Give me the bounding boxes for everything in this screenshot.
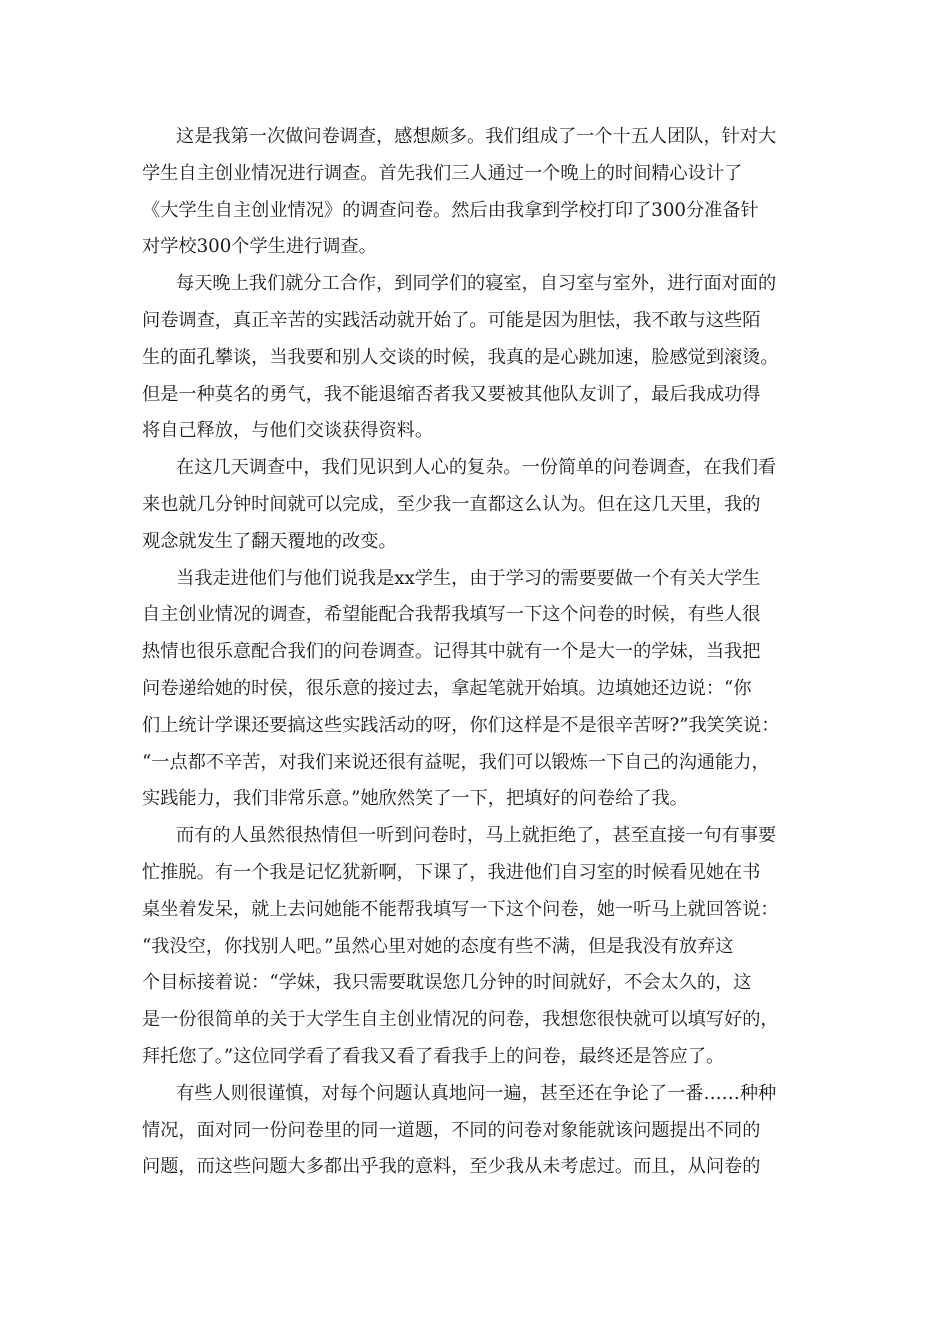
paragraph-6 xyxy=(142,1076,810,1186)
text-line: “一点都不辛苦，对我们来说还很有益呢，我们可以锻炼一下自己的沟通能力， xyxy=(142,751,770,773)
paragraph-2 xyxy=(142,266,810,450)
text-line: 忙推脱。有一个我是记忆犹新啊，下课了，我进他们自习室的时候看见她在书 xyxy=(142,861,761,883)
text-line: 问题，而这些问题大多都出乎我的意料，至少我从未考虑过。而且，从问卷的 xyxy=(142,1156,761,1178)
text-line: 问卷调查，真正辛苦的实践活动就开始了。可能是因为胆怯，我不敢与这些陌 xyxy=(142,309,761,331)
text-line: 情况，面对同一份问卷里的同一道题，不同的问卷对象能就该问题提出不同的 xyxy=(142,1119,761,1141)
text-line: 每天晚上我们就分工合作，到同学们的寝室，自习室与室外，进行面对面的 xyxy=(176,273,777,295)
paragraph-4 xyxy=(142,561,810,819)
text-line: 但是一种莫名的勇气，我不能退缩否者我又要被其他队友训了，最后我成功得 xyxy=(142,383,761,405)
text-line: 实践能力，我们非常乐意。”她欣然笑了一下，把填好的问卷给了我。 xyxy=(142,788,688,810)
text-line: 将自己释放，与他们交谈获得资料。 xyxy=(142,420,434,442)
text-line: 当我走进他们与他们说我是xx学生，由于学习的需要要做一个有关大学生 xyxy=(176,567,761,589)
text-line: 有些人则很谨慎，对每个问题认真地问一遍，甚至还在争论了一番……种种 xyxy=(176,1082,777,1104)
paragraph-3 xyxy=(142,450,810,560)
paragraph-5 xyxy=(142,818,810,1076)
text-line: 而有的人虽然很热情但一听到问卷时，马上就拒绝了，甚至直接一句有事要 xyxy=(176,825,777,847)
text-line: 来也就几分钟时间就可以完成，至少我一直都这么认为。但在这几天里，我的 xyxy=(142,493,761,515)
text-line: 热情也很乐意配合我们的问卷调查。记得其中就有一个是大一的学妹，当我把 xyxy=(142,641,761,663)
text-line: 在这几天调查中，我们见识到人心的复杂。一份简单的问卷调查，在我们看 xyxy=(176,457,777,479)
text-line: 学生自主创业情况进行调查。首先我们三人通过一个晚上的时间精心设计了 xyxy=(142,162,743,184)
text-line: 个目标接着说：“学妹，我只需要耽误您几分钟的时间就好，不会太久的，这 xyxy=(142,972,752,994)
text-line: 观念就发生了翻天覆地的改变。 xyxy=(142,530,397,552)
text-line: 自主创业情况的调查，希望能配合我帮我填写一下这个问卷的时候，有些人很 xyxy=(142,604,761,626)
paragraph-1 xyxy=(142,119,810,266)
text-line: 《大学生自主创业情况》的调查问卷。然后由我拿到学校打印了300分准备针 xyxy=(142,199,759,221)
text-line: 是一份很简单的关于大学生自主创业情况的问卷，我想您很快就可以填写好的， xyxy=(142,1009,779,1031)
text-line: 问卷递给她的时侯，很乐意的接过去，拿起笔就开始填。边填她还边说：“你 xyxy=(142,677,752,699)
text-line: 这是我第一次做问卷调查，感想颇多。我们组成了一个十五人团队，针对大 xyxy=(176,126,777,147)
text-line: 拜托您了。”这位同学看了看我又看了看我手上的问卷，最终还是答应了。 xyxy=(142,1045,725,1067)
text-line: 生的面孔攀谈，当我要和别人交谈的时候，我真的是心跳加速，脸感觉到滚烫。 xyxy=(142,346,779,368)
text-line: “我没空，你找别人吧。”虽然心里对她的态度有些不满，但是我没有放弃这 xyxy=(142,935,734,957)
document-body xyxy=(142,119,810,1186)
text-line: 对学校300个学生进行调查。 xyxy=(142,236,377,258)
text-line: 们上统计学课还要搞这些实践活动的呀，你们这样是不是很辛苦呀?”我笑笑说： xyxy=(142,714,780,736)
text-line: 桌坐着发呆，就上去问她能不能帮我填写一下这个问卷，她一听马上就回答说： xyxy=(142,898,779,920)
